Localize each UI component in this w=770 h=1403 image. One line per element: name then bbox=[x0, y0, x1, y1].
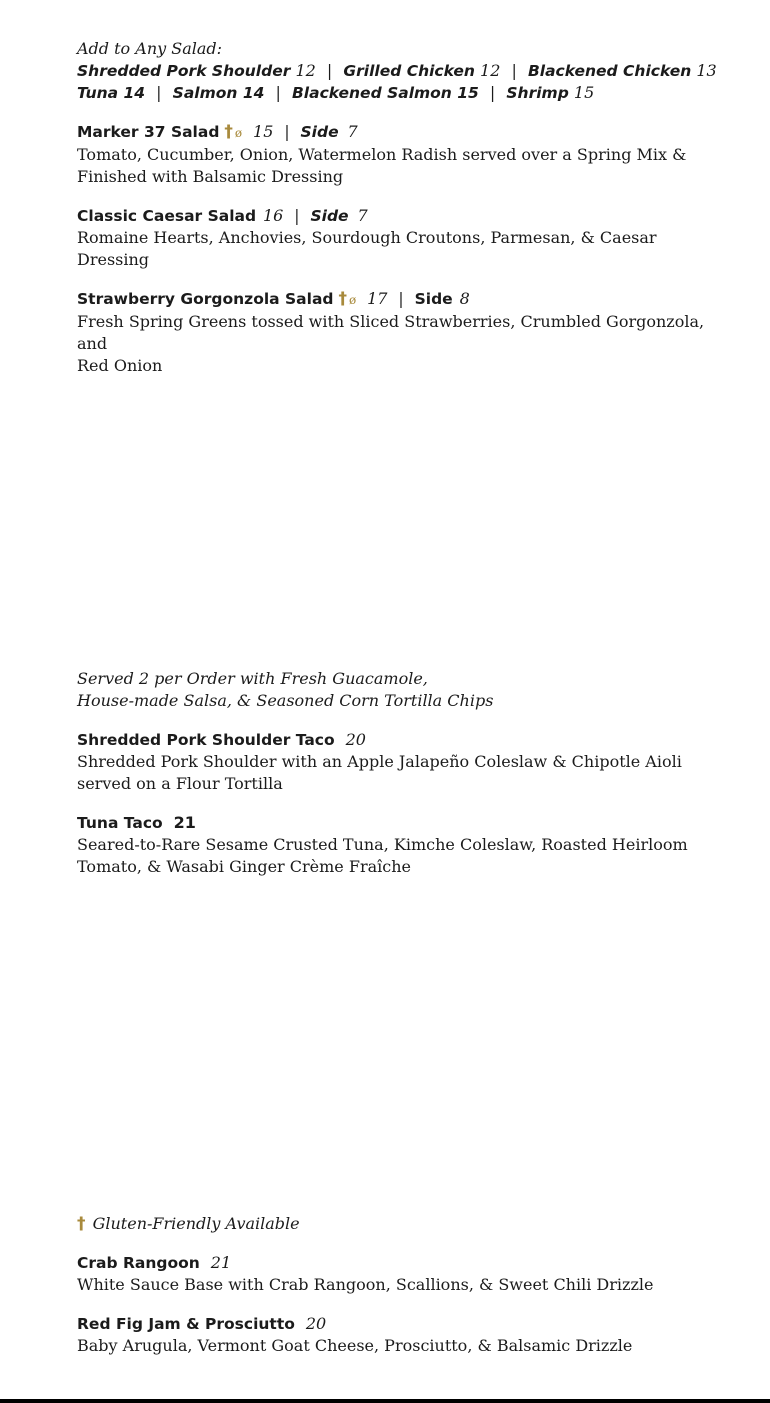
item-description: Tomato, Cucumber, Onion, Watermelon Radish served over a Spring Mix & bbox=[77, 145, 687, 164]
add-ons-row-2 bbox=[77, 82, 717, 104]
tacos-intro: House-made Salsa, & Seasoned Corn Tortilla Chips bbox=[77, 691, 494, 710]
divider: | bbox=[398, 290, 404, 308]
add-on-price: 12 bbox=[295, 61, 316, 80]
menu-item bbox=[77, 205, 717, 271]
item-name: Shredded Pork Shoulder Taco bbox=[77, 731, 335, 749]
add-on-heading: Add to Any Salad: bbox=[77, 39, 223, 58]
divider: | bbox=[275, 83, 281, 102]
menu-item bbox=[77, 729, 717, 795]
add-on-price: 15 bbox=[573, 83, 595, 102]
item-price: 17 bbox=[367, 289, 388, 308]
add-on-price: 12 bbox=[480, 61, 501, 80]
add-on-name: Salmon 14 bbox=[172, 84, 265, 102]
item-price: 20 bbox=[345, 730, 366, 749]
item-title-line bbox=[77, 1313, 717, 1335]
add-on-name: Blackened Salmon 15 bbox=[291, 84, 479, 102]
item-price: 16 bbox=[263, 206, 284, 225]
side-label: Side bbox=[300, 123, 339, 141]
item-description: Baby Arugula, Vermont Goat Cheese, Prosciutto, & Balsamic Drizzle bbox=[77, 1336, 633, 1355]
bottom-rule bbox=[0, 1399, 770, 1403]
item-description: Fresh Spring Greens tossed with Sliced Strawberries, Crumbled Gorgonzola, and bbox=[77, 312, 705, 353]
flatbreads-section bbox=[77, 1213, 717, 1374]
salads-section bbox=[77, 38, 717, 394]
item-title-line bbox=[77, 288, 717, 311]
add-on-name: Shredded Pork Shoulder bbox=[77, 62, 291, 80]
divider: | bbox=[489, 83, 496, 102]
menu-item bbox=[77, 288, 717, 377]
item-title-line bbox=[77, 205, 717, 227]
side-price: 7 bbox=[357, 206, 368, 225]
item-title-line bbox=[77, 1252, 717, 1274]
item-price: 21 bbox=[173, 813, 196, 832]
divider: | bbox=[284, 123, 290, 141]
add-on-name: Tuna 14 bbox=[77, 84, 146, 102]
side-price: 8 bbox=[459, 289, 470, 308]
add-on-name: Blackened Chicken bbox=[527, 62, 692, 80]
item-description: Seared-to-Rare Sesame Crusted Tuna, Kimche Coleslaw, Roasted Heirloom bbox=[77, 835, 688, 854]
gluten-friendly-icon: † bbox=[224, 122, 233, 142]
item-description: Red Onion bbox=[77, 356, 163, 375]
item-description: Tomato, & Wasabi Ginger Crème Fraîche bbox=[77, 857, 411, 876]
item-name: Tuna Taco bbox=[77, 814, 163, 832]
legend-text: Gluten-Friendly Available bbox=[92, 1214, 300, 1233]
item-price: 20 bbox=[305, 1314, 327, 1333]
item-description: Romaine Hearts, Anchovies, Sourdough Croutons, Parmesan, & Caesar Dressing bbox=[77, 228, 657, 269]
gluten-friendly-legend bbox=[77, 1213, 717, 1235]
item-name: Red Fig Jam & Prosciutto bbox=[77, 1315, 295, 1333]
divider: | bbox=[326, 61, 333, 80]
item-name: Strawberry Gorgonzola Salad bbox=[77, 290, 334, 308]
item-name: Marker 37 Salad bbox=[77, 123, 220, 141]
add-on-name: Shrimp bbox=[506, 84, 569, 102]
tacos-intro: Served 2 per Order with Fresh Guacamole, bbox=[77, 669, 428, 688]
item-price: 15 bbox=[253, 122, 274, 141]
item-description: served on a Flour Tortilla bbox=[77, 774, 283, 793]
item-description: White Sauce Base with Crab Rangoon, Scallions, & Sweet Chili Drizzle bbox=[77, 1275, 654, 1294]
vegetarian-icon: ø bbox=[234, 126, 243, 140]
item-title-line bbox=[77, 121, 717, 144]
menu-item bbox=[77, 1313, 717, 1357]
add-on-name: Grilled Chicken bbox=[343, 62, 475, 80]
divider: | bbox=[156, 83, 162, 102]
add-on-price: 13 bbox=[696, 61, 717, 80]
menu-item bbox=[77, 1252, 717, 1296]
gluten-friendly-icon: † bbox=[77, 1214, 86, 1234]
add-ons-row-1 bbox=[77, 60, 717, 82]
tacos-section bbox=[77, 668, 717, 895]
menu-item bbox=[77, 121, 717, 188]
item-title-line bbox=[77, 729, 717, 751]
divider: | bbox=[294, 207, 300, 225]
item-price: 21 bbox=[210, 1253, 232, 1272]
item-name: Classic Caesar Salad bbox=[77, 207, 257, 225]
gluten-friendly-icon: † bbox=[338, 289, 347, 309]
item-name: Crab Rangoon bbox=[77, 1254, 200, 1272]
menu-item bbox=[77, 812, 717, 878]
side-price: 7 bbox=[347, 122, 358, 141]
item-description: Shredded Pork Shoulder with an Apple Jalapeño Coleslaw & Chipotle Aioli bbox=[77, 752, 682, 771]
item-description: Finished with Balsamic Dressing bbox=[77, 167, 344, 186]
side-label: Side bbox=[310, 207, 349, 225]
vegetarian-icon: ø bbox=[348, 293, 357, 307]
side-label: Side bbox=[414, 290, 453, 308]
item-title-line bbox=[77, 812, 717, 834]
divider: | bbox=[511, 61, 517, 80]
